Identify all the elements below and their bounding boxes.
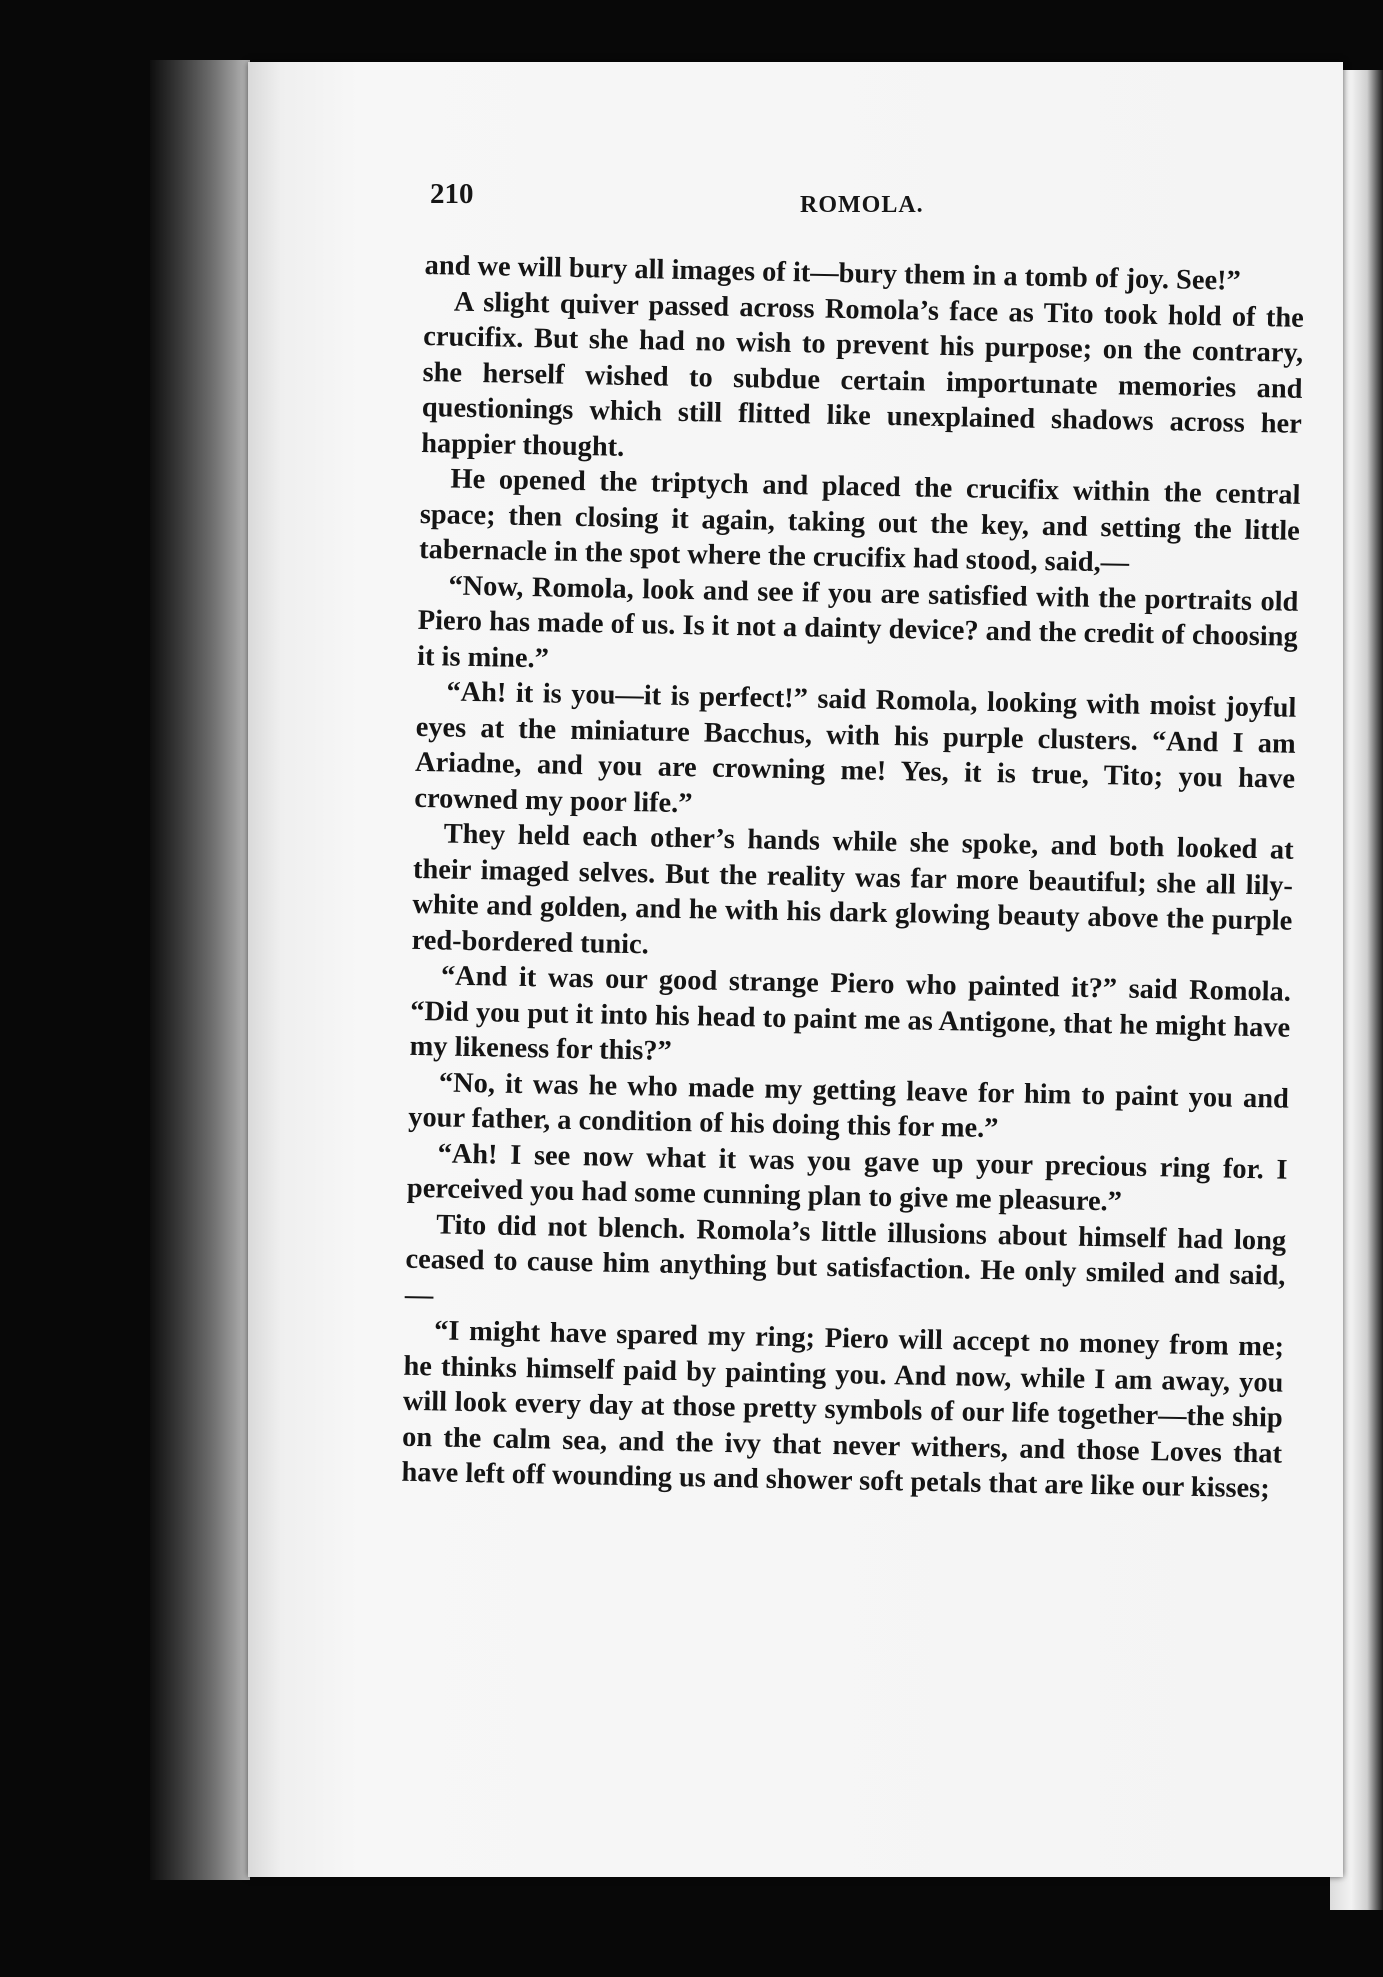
page-number: 210 [430,178,474,210]
paragraph-3: He opened the triptych and placed the crucifix within the central space; then closing it again, taking out the key, and setting the little tabernacle in the spot where the crucifix had stood, said,— [418,463,1301,579]
body-text [401,248,1305,1507]
paragraph-4: “Now, Romola, look and see if you are satisfied with the portraits old Piero has made of us. Is it not a dainty device? and the credit of choosing it is mine.” [416,570,1299,674]
page-header [430,178,1290,228]
paragraph-10: Tito did not blench. Romola’s little illusions about himself had long ceased to cause him anything but satisfaction. He only smiled and said,— [404,1208,1287,1311]
running-title: ROMOLA. [800,192,924,218]
book-binding [150,60,250,1880]
paragraph-6: They held each other’s hands while she spoke, and both looked at their imaged selves. But the reality was far more beautiful; she all lily-white and golden, and he with his dark glowing beauty above the purple red-bordered tunic. [411,818,1294,960]
paragraph-2: A slight quiver passed across Romola’s face as Tito took hold of the crucifix. But she had no wish to prevent his purpose; on the contrary, she herself wished to subdue certain importunate memories and questionings which still flitted like unexplained shadows across her happier thought. [420,286,1305,463]
paragraph-9: “Ah! I see now what it was you gave up your precious ring for. I perceived you had some cunning plan to give me pleasure.” [406,1137,1288,1218]
paragraph-5: “Ah! it is you—it is perfect!” said Romola, looking with moist joyful eyes at the miniature Bacchus, with his purple clusters. “And I am Ariadne, and you are crowning me! Yes, it is true, Tito; you have crowned my poor life.” [414,676,1297,819]
paragraph-1: and we will bury all images of it—bury them in a tomb of joy. See!” [424,249,1242,297]
paragraph-8: “No, it was he who made my getting leave for him to paint you and your father, a condition of his doing this for me.” [408,1066,1290,1145]
paragraph-7: “And it was our good strange Piero who painted it?” said Romola. “Did you put it into his head to paint me as Antigone, that he might have my likeness for this?” [409,960,1292,1067]
paragraph-11: “I might have spared my ring; Piero will accept no money from me; he thinks himself paid by painting you. And now, while I am away, you will look every day at those pretty symbols of our life together—the ship on the calm sea, and the ivy that never withers, and those Loves that have left off wounding us and shower soft petals that are like our kisses; [401,1315,1285,1505]
